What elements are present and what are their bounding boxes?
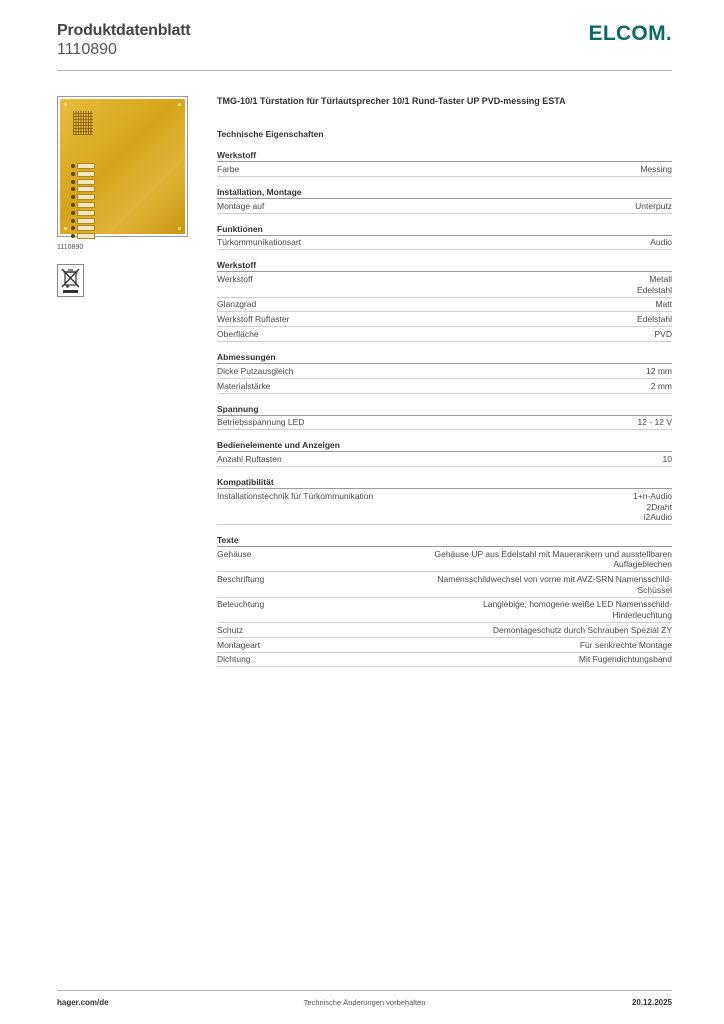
spec-row [217,572,672,597]
product-name: TMG-10/1 Türstation für Türlautsprecher 10/1 Rund-Taster UP PVD-messing ESTA [217,96,566,106]
spec-row [217,272,672,297]
spec-row [217,327,672,342]
call-button-led [71,195,75,199]
spec-row [217,638,672,653]
spec-value-line: Metall [649,274,672,285]
spec-row [217,298,672,313]
spec-value [640,164,672,175]
spec-label: Dichtung [217,654,251,665]
spec-label: Glanzgrad [217,299,257,310]
spec-value-line: Auflageblechen [613,559,672,570]
spec-value [437,574,672,595]
weee-crossed-bin-icon [57,264,84,297]
spec-value-line: 12 mm [646,365,672,376]
spec-value [633,491,672,523]
name-plate [77,233,95,239]
spec-value-line: Für senkrechte Montage [579,639,672,650]
spec-value-line: Unterputz [635,200,672,211]
spec-value-line: 1+n-Audio [633,491,672,502]
spec-value-line: Messing [640,163,672,174]
spec-value-line: Audio [650,237,672,248]
name-plate [77,179,95,185]
call-button-led [71,180,75,184]
spec-value-line: Edelstahl [637,314,672,325]
spec-value-line: 12 - 12 V [637,417,672,428]
article-number: 1110890 [57,41,117,58]
spec-group [217,475,672,525]
spec-label: Beschriftung [217,574,265,585]
name-plate [77,186,95,192]
spec-group [217,533,672,667]
spec-row [217,312,672,327]
name-plate [77,218,95,224]
spec-row [217,653,672,668]
spec-value [434,549,672,570]
spec-group [217,258,672,342]
spec-group-title: Texte [217,533,672,547]
speaker-grille [73,111,93,135]
spec-group-title: Werkstoff [217,148,672,162]
spec-label: Farbe [217,163,240,174]
spec-label: Dicke Putzausgleich [217,365,294,376]
spec-group [217,402,672,431]
spec-label: Montage auf [217,200,265,211]
spec-row [217,199,672,214]
door-station-panel [60,99,185,234]
call-button-led [71,219,75,223]
spec-value-line: Gehäuse UP aus Edelstahl mit Mauerankern und ausstellbaren [434,548,672,559]
spec-group-title: Bedienelemente und Anzeigen [217,438,672,452]
spec-label: Türkommunikationsart [217,237,302,248]
spec-group-title: Spannung [217,402,672,416]
spec-value-line: i2Audio [643,512,672,523]
spec-row [217,364,672,379]
section-heading: Technische Eigenschaften [217,129,324,139]
spec-label: Werkstoff Ruftaster [217,314,290,325]
spec-value [650,237,672,248]
spec-group-title: Funktionen [217,222,672,236]
page-footer [57,990,672,1020]
spec-value [493,625,672,636]
spec-value-line: Matt [655,299,672,310]
spec-group [217,222,672,251]
spec-group-title: Abmessungen [217,350,672,364]
header-divider [57,70,672,71]
screw [64,103,67,106]
spec-row [217,162,672,177]
image-caption: 1110890 [57,244,84,251]
spec-row [217,452,672,467]
spec-value-line: Edelstahl [637,284,672,295]
spec-group-title: Installation, Montage [217,185,672,199]
spec-label: Werkstoff [217,274,253,285]
spec-row [217,236,672,251]
spec-value [655,329,672,340]
spec-group [217,350,672,394]
spec-value [580,640,672,651]
spec-group [217,185,672,214]
spec-value [663,454,672,465]
name-plate [77,194,95,200]
spec-row [217,547,672,572]
spec-label: Gehäuse [217,548,252,559]
spec-value-line: Demontageschutz durch Schrauben Spezial ZY [492,624,672,635]
spec-label: Materialstärke [217,380,271,391]
spec-label: Anzahl Ruftasten [217,454,282,465]
spec-value [635,201,672,212]
spec-value [638,417,673,428]
spec-value-line: 10 [662,454,672,465]
call-button-led [71,234,75,238]
spec-value-line: Schüssel [637,584,672,595]
name-plate [77,171,95,177]
spec-value-line: PVD [654,329,672,340]
call-button-led [71,211,75,215]
document-title: Produktdatenblatt [57,22,191,39]
spec-group [217,148,672,177]
screw [178,227,181,230]
spec-group-title: Kompatibilität [217,475,672,489]
footer-disclaimer: Technische Änderungen vorbehalten [303,998,426,1007]
spec-value [483,599,672,620]
brand-logo: ELCOM. [588,22,672,45]
specification-groups [217,148,672,667]
call-button-led [71,203,75,207]
spec-value [655,299,672,310]
spec-label: Installationstechnik für Türkommunikation [217,491,374,502]
footer-date: 20.12.2025 [631,998,672,1007]
spec-label: Beleuchtung [217,599,265,610]
spec-value-line: Namensschildwechsel von vorne mit AVZ-SRN Namensschild- [437,574,672,585]
spec-value [646,366,672,377]
call-button-led [71,164,75,168]
spec-row [217,416,672,431]
spec-value-line: Mit Fugendichtungsband [578,654,672,665]
spec-value [579,654,672,665]
spec-value-line: Hinterleuchtung [612,609,672,620]
page-header [57,22,672,72]
spec-group-title: Werkstoff [217,258,672,272]
footer-website: hager.com/de [57,998,109,1007]
call-button-led [71,187,75,191]
spec-value-line: 2 mm [650,380,672,391]
name-plate [77,225,95,231]
spec-value [637,314,672,325]
spec-label: Oberfläche [217,329,259,340]
product-image-column [57,96,189,297]
spec-value-line: 2Draht [646,501,672,512]
spec-row [217,623,672,638]
spec-label: Montageart [217,639,260,650]
spec-value [637,274,672,295]
spec-label: Schutz [217,624,243,635]
spec-row [217,489,672,525]
product-image [57,96,188,237]
spec-row [217,379,672,394]
spec-value-line: Langlebige, homogene weiße LED Namensschild- [483,599,672,610]
spec-value [651,381,672,392]
call-button-led [71,172,75,176]
name-plate [77,210,95,216]
spec-group [217,438,672,467]
footer-divider [57,990,672,991]
call-button-led [71,226,75,230]
name-plate [77,163,95,169]
spec-row [217,598,672,623]
screw [178,103,181,106]
spec-label: Betriebsspannung LED [217,417,305,428]
name-plate [77,202,95,208]
specification-column [217,95,672,667]
screw [64,227,67,230]
